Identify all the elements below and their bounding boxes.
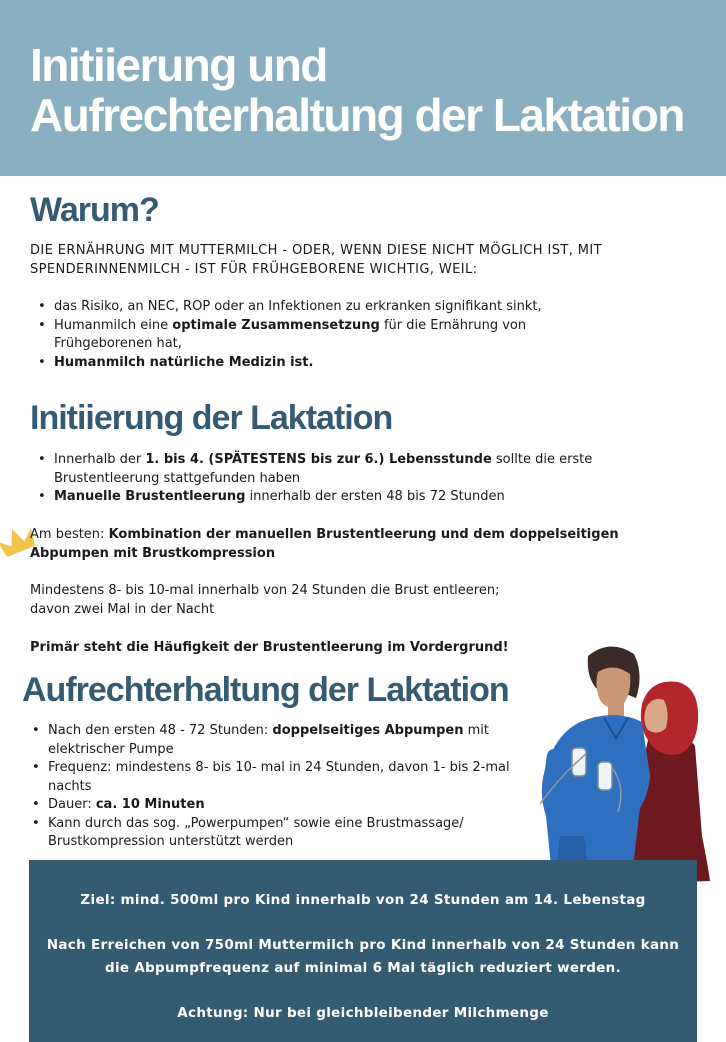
minimum-frequency-text xyxy=(30,581,499,619)
best-bold-line-1: Kombination der manuellen Brustentleerung und dem doppelseitigen xyxy=(108,527,619,542)
list-item xyxy=(24,796,510,815)
reduction-text xyxy=(29,934,697,980)
list-item xyxy=(24,815,510,852)
warum-bullet-2-bold: optimale Zusammensetzung xyxy=(172,317,380,333)
page-title xyxy=(30,40,684,140)
best-bold-line-2: Abpumpen mit Brustkompression xyxy=(30,546,276,561)
initiierung-list xyxy=(30,451,592,507)
auf-bullet-1-line-2: elektrischer Pumpe xyxy=(48,741,174,757)
warum-bullet-2-post: für die Ernährung von xyxy=(379,317,527,333)
heading-aufrechterhaltung: Aufrechterhaltung der Laktation xyxy=(22,671,509,709)
min-line-2: davon zwei Mal in der Nacht xyxy=(30,602,215,617)
auf-bullet-3-bold: ca. 10 Minuten xyxy=(95,797,205,812)
warum-bullet-3-text: Humanmilch natürliche Medizin ist. xyxy=(54,354,314,370)
init-bullet-1-post: sollte die erste xyxy=(491,452,593,467)
goal-box xyxy=(29,860,697,1042)
best-practice-text xyxy=(30,525,619,563)
goal-text: Ziel: mind. 500ml pro Kind innerhalb von 24 Stunden am 14. Lebenstag xyxy=(80,892,646,908)
reduction-line-2: die Abpumpfrequenz auf minimal 6 Mal täglich reduziert werden. xyxy=(104,960,622,976)
warum-bullet-2-line-2: Frühgeborenen hat, xyxy=(54,336,182,351)
init-bullet-2-bold: Manuelle Brustentleerung xyxy=(54,489,246,504)
primary-note: Primär steht die Häufigkeit der Brustentleerung im Vordergrund! xyxy=(30,640,509,655)
auf-bullet-3-pre: Dauer: xyxy=(48,797,96,812)
auf-bullet-1-post: mit xyxy=(463,723,489,738)
list-item xyxy=(24,759,510,796)
warum-intro-line-2: SPENDERINNENMILCH - IST FÜR FRÜHGEBORENE WICHTIG, WEIL: xyxy=(30,262,478,277)
auf-bullet-2-line-2: nachts xyxy=(48,778,92,794)
caution-text: Achtung: Nur bei gleichbleibender Milchmenge xyxy=(177,1005,549,1021)
warum-bullet-1-text: das Risiko, an NEC, ROP oder an Infektionen zu erkranken signifikant sinkt, xyxy=(54,299,542,314)
auf-bullet-4-line-2: Brustkompression unterstützt werden xyxy=(48,834,294,849)
aufrecht-list xyxy=(24,722,510,852)
auf-bullet-4-line-1: Kann durch das sog. „Powerpumpen“ sowie eine Brustmassage/ xyxy=(48,815,464,831)
header-banner xyxy=(0,0,726,176)
auf-bullet-2-line-1: Frequenz: mindestens 8- bis 10- mal in 24 Stunden, davon 1- bis 2-mal xyxy=(48,760,510,775)
list-item xyxy=(30,317,542,354)
heading-warum: Warum? xyxy=(30,191,159,229)
auf-bullet-1-pre: Nach den ersten 48 - 72 Stunden: xyxy=(48,723,273,738)
heading-initiierung: Initiierung der Laktation xyxy=(30,399,393,437)
auf-bullet-1-bold: doppelseitiges Abpumpen xyxy=(272,723,464,738)
nurse-mother-illustration xyxy=(530,636,720,886)
list-item xyxy=(30,354,542,373)
warum-intro-line-1: DIE ERNÄHRUNG MIT MUTTERMILCH - ODER, WENN DIESE NICHT MÖGLICH IST, MIT xyxy=(30,243,602,258)
title-line-2: Aufrechterhaltung der Laktation xyxy=(30,89,684,141)
title-line-1: Initiierung und xyxy=(30,39,327,91)
best-pre: Am besten: xyxy=(30,527,109,542)
list-item xyxy=(30,488,592,507)
init-bullet-2-post: innerhalb der ersten 48 bis 72 Stunden xyxy=(245,489,505,504)
init-bullet-1-pre: Innerhalb der xyxy=(54,452,146,467)
init-bullet-1-line-2: Brustentleerung stattgefunden haben xyxy=(54,470,301,486)
warum-bullet-2-pre: Humanmilch eine xyxy=(54,317,173,333)
list-item xyxy=(24,722,510,759)
init-bullet-1-bold: 1. bis 4. (SPÄTESTENS bis zur 6.) Lebensstunde xyxy=(145,452,492,467)
list-item xyxy=(30,298,542,317)
list-item xyxy=(30,451,592,488)
min-line-1: Mindestens 8- bis 10-mal innerhalb von 24 Stunden die Brust entleeren; xyxy=(30,583,500,598)
reduction-line-1: Nach Erreichen von 750ml Muttermilch pro Kind innerhalb von 24 Stunden kann xyxy=(46,937,680,953)
warum-list xyxy=(30,298,542,372)
warum-intro xyxy=(30,241,602,279)
